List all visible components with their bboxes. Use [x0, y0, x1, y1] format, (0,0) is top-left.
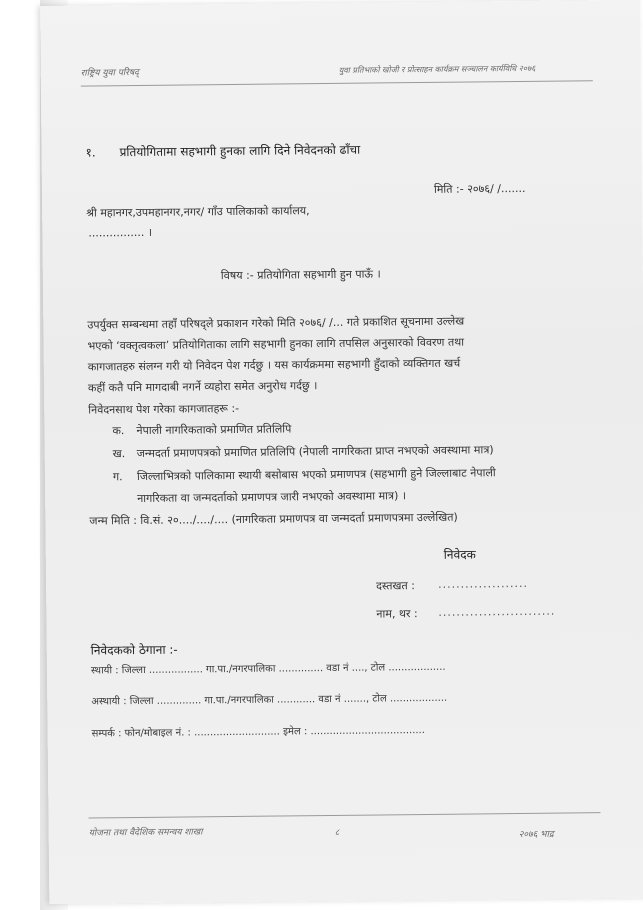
- signature-field[interactable]: ....................: [438, 576, 529, 591]
- documents-heading: निवेदनसाथ पेश गरेका कागजातहरू :-: [88, 401, 240, 417]
- address-heading: निवेदकको ठेगाना :-: [90, 642, 178, 658]
- contact-line: सम्पर्क : फोन/मोबाइल नं. : ........................... इमेल : ....................................: [91, 725, 425, 740]
- document-page: [40, 0, 643, 904]
- addressee-blank: ................ ।: [88, 225, 153, 240]
- name-label: नाम, थर :: [376, 607, 418, 621]
- doc-marker-ga: ग.: [112, 470, 123, 484]
- body-line-1: उपर्युक्त सम्बन्धमा तहाँ परिषद्ले प्रकाशन गरेको मिति २०७६/ /... गते प्रकाशित सूचनामा उल्लेख: [87, 314, 465, 332]
- footer-right: २०७६ भाद्र: [518, 829, 554, 841]
- doc-item-residence: जिल्लाभित्रको पालिकामा स्थायी बसोबास भएको प्रमाणपत्र (सहभागी हुने जिल्लाबाट नेपाली: [136, 466, 496, 484]
- subject-line: विषय :- प्रतियोगिता सहभागी हुन पाऊँ ।: [220, 267, 381, 283]
- signature-label: दस्तखत :: [376, 579, 416, 593]
- form-heading: प्रतियोगितामा सहभागी हुनका लागि दिने निवेदनको ढाँचा: [119, 142, 361, 160]
- footer-left: योजना तथा वैदेशिक समन्वय शाखा: [88, 827, 203, 839]
- header-right: युवा प्रतिभाको खोजी र प्रोत्साहन कार्यक्रम सञ्चालन कार्यविधि २०७६: [338, 63, 536, 75]
- doc-marker-ka: क.: [112, 424, 125, 438]
- date-line: मिति :- २०७६/ /.......: [433, 181, 526, 196]
- footer-rule: [89, 812, 601, 818]
- temporary-address-line: अस्थायी : जिल्ला .............. गा.पा./नगरपालिका ............ वडा नं ......., टोल ..................: [91, 692, 448, 708]
- doc-item-citizenship: नेपाली नागरिकताको प्रमाणित प्रतिलिपि: [136, 422, 292, 438]
- addressee-line: श्री महानगर,उपमहानगर,नगर/ गाँउ पालिकाको कार्यालय,: [86, 204, 310, 220]
- doc-item-residence-cont: नागरिकता वा जन्मदर्ताको प्रमाणपत्र जारी नभएको अवस्थामा मात्र) ।: [137, 489, 407, 506]
- page-number: ८: [334, 827, 340, 838]
- permanent-address-line: स्थायी : जिल्ला ................. गा.पा./नगरपालिका .............. वडा नं ...., टोल ..................: [90, 661, 446, 677]
- body-line-3: कागजातहरु संलग्न गरी यो निवेदन पेश गर्दछु । यस कार्यक्रममा सहभागी हुँदाको व्यक्तिगत खर्च: [87, 356, 461, 374]
- applicant-label: निवेदक: [443, 547, 476, 562]
- doc-marker-kha: ख.: [112, 447, 126, 461]
- doc-item-birth-certificate: जन्मदर्ता प्रमाणपत्रको प्रमाणित प्रतिलिपि (नेपाली नागरिकता प्राप्त नभएको अवस्थामा मात्र): [136, 443, 494, 461]
- header-rule: [81, 80, 593, 86]
- name-field[interactable]: ..........................: [438, 604, 556, 619]
- body-line-2: भएको ‘वक्तृत्वकला’ प्रतियोगिताका लागि सहभागी हुनका लागि तपसिल अनुसारको विवरण तथा: [87, 335, 465, 353]
- body-line-4: कहीं कतै पनि मागदाबी नगर्ने व्यहोरा समेत अनुरोध गर्दछु ।: [87, 379, 318, 395]
- header-left: राष्ट्रिय युवा परिषद्: [80, 67, 139, 79]
- dob-line: जन्म मिति : वि.सं. २०..../..../.... (नागरिकता प्रमाणपत्र वा जन्मदर्ता प्रमाणपत्रमा उल्लेखित): [89, 510, 458, 528]
- section-number: १.: [85, 145, 96, 160]
